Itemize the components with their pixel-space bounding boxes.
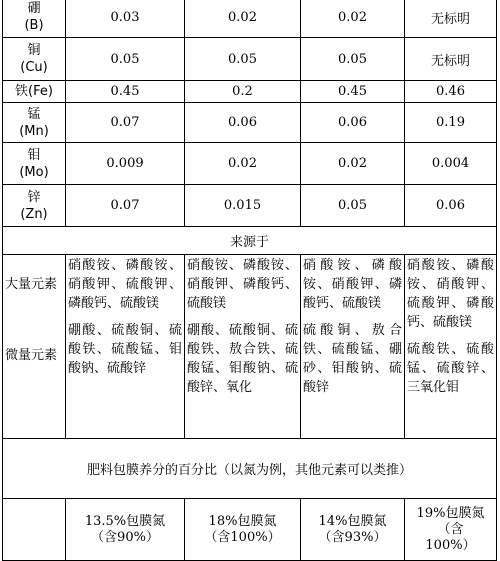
element-cell bbox=[3, 38, 66, 81]
value-cell: 0.05 bbox=[66, 38, 185, 81]
table-row bbox=[3, 103, 497, 143]
element-cell bbox=[3, 185, 66, 227]
element-symbol: (B) bbox=[24, 18, 44, 33]
element-symbol: (Mn) bbox=[19, 123, 49, 139]
value-cell: 0.05 bbox=[301, 38, 405, 81]
coated-cell bbox=[66, 499, 185, 561]
value-cell: 0.009 bbox=[66, 143, 185, 185]
macro-label: 大量元素 bbox=[5, 277, 58, 292]
source-cell bbox=[405, 255, 497, 439]
value-cell: 0.06 bbox=[405, 185, 497, 227]
value-cell: 0.015 bbox=[185, 185, 301, 227]
micro-sources: 硼酸、硫酸铜、硫酸铁、敖合铁、硫酸锰、钼酸钠、硫酸锌、氧化 bbox=[187, 323, 298, 395]
coated-line: 14%包膜氮 bbox=[318, 513, 387, 529]
table-row bbox=[3, 185, 497, 227]
element-name: 铁(Fe) bbox=[15, 84, 53, 99]
element-name: 锌 bbox=[27, 189, 41, 205]
macro-sources: 硝酸铵、磷酸铵、硝酸钾、磷酸钙、硫酸镁 bbox=[303, 258, 402, 311]
value-cell: 0.004 bbox=[405, 143, 497, 185]
coated-line: （含93%） bbox=[318, 529, 387, 545]
value-cell: 0.02 bbox=[301, 0, 405, 38]
value-cell: 0.02 bbox=[185, 0, 301, 38]
value-cell: 0.46 bbox=[405, 81, 497, 103]
element-name: 钼 bbox=[27, 147, 41, 163]
element-symbol: (Mo) bbox=[19, 164, 49, 180]
coated-line: 100%） bbox=[425, 537, 476, 553]
value-cell: 无标明 bbox=[405, 0, 497, 38]
element-name: 铜 bbox=[27, 43, 41, 58]
value-cell: 0.02 bbox=[185, 143, 301, 185]
table-row bbox=[3, 499, 497, 561]
micro-sources: 硼酸、硫酸铜、硫酸铁、硫酸锰、钼酸钠、硫酸锌 bbox=[68, 323, 182, 376]
element-cell bbox=[3, 103, 66, 143]
value-cell: 0.2 bbox=[185, 81, 301, 103]
source-label-cell bbox=[3, 255, 66, 439]
source-cell bbox=[301, 255, 405, 439]
coated-cell bbox=[405, 499, 497, 561]
value-cell: 0.03 bbox=[66, 0, 185, 38]
coated-line: （含 bbox=[437, 521, 464, 537]
source-heading: 来源于 bbox=[3, 227, 497, 255]
micro-sources: 硫酸铜、敖合铁、硫酸锰、硼砂、钼酸钠、硫酸锌 bbox=[303, 323, 402, 395]
element-name: 硼 bbox=[27, 1, 41, 16]
value-cell: 0.05 bbox=[301, 185, 405, 227]
element-cell bbox=[3, 81, 66, 103]
value-cell: 0.02 bbox=[301, 143, 405, 185]
value-cell: 无标明 bbox=[405, 38, 497, 81]
coated-line: （含90%） bbox=[91, 529, 159, 545]
table-row bbox=[3, 38, 497, 81]
table-row bbox=[3, 81, 497, 103]
macro-sources: 硝酸铵、磷酸铵、硝酸钾、硫酸钾、磷酸钙、硫酸镁 bbox=[68, 258, 182, 311]
macro-sources: 硝酸铵、磷酸铵、硝酸钾、硫酸钾、磷酸钙、硫酸镁 bbox=[407, 258, 494, 330]
value-cell: 0.07 bbox=[66, 103, 185, 143]
value-cell: 0.19 bbox=[405, 103, 497, 143]
empty-cell bbox=[3, 499, 66, 561]
value-cell: 0.06 bbox=[185, 103, 301, 143]
coated-line: 18%包膜氮 bbox=[208, 513, 277, 529]
table-row bbox=[3, 143, 497, 185]
coated-line: （含100%） bbox=[204, 529, 281, 545]
element-name: 锰 bbox=[27, 106, 41, 122]
value-cell: 0.05 bbox=[185, 38, 301, 81]
nutrient-table bbox=[2, 0, 497, 561]
source-cell bbox=[185, 255, 301, 439]
coated-cell bbox=[301, 499, 405, 561]
element-cell bbox=[3, 0, 66, 38]
micro-sources: 硫酸铁、硫酸锰、硫酸锌、三氧化钼 bbox=[407, 342, 494, 395]
table-row bbox=[3, 0, 497, 38]
micro-label: 微量元素 bbox=[5, 348, 58, 363]
macro-sources: 硝酸铵、磷酸铵、硝酸钾、磷酸钙、硫酸镁 bbox=[187, 258, 298, 311]
value-cell: 0.45 bbox=[301, 81, 405, 103]
value-cell: 0.06 bbox=[301, 103, 405, 143]
element-symbol: (Cu) bbox=[20, 60, 48, 75]
element-cell bbox=[3, 143, 66, 185]
coated-cell bbox=[185, 499, 301, 561]
table-row bbox=[3, 439, 497, 499]
coated-line: 13.5%包膜氮 bbox=[84, 513, 166, 529]
value-cell: 0.45 bbox=[66, 81, 185, 103]
coated-line: 19%包膜氮 bbox=[416, 505, 485, 521]
coated-heading: 肥料包膜养分的百分比（以氮为例，其他元素可以类推） bbox=[3, 439, 497, 499]
source-cell bbox=[66, 255, 185, 439]
table-row bbox=[3, 227, 497, 255]
source-row bbox=[3, 255, 497, 439]
element-symbol: (Zn) bbox=[20, 206, 48, 222]
value-cell: 0.07 bbox=[66, 185, 185, 227]
